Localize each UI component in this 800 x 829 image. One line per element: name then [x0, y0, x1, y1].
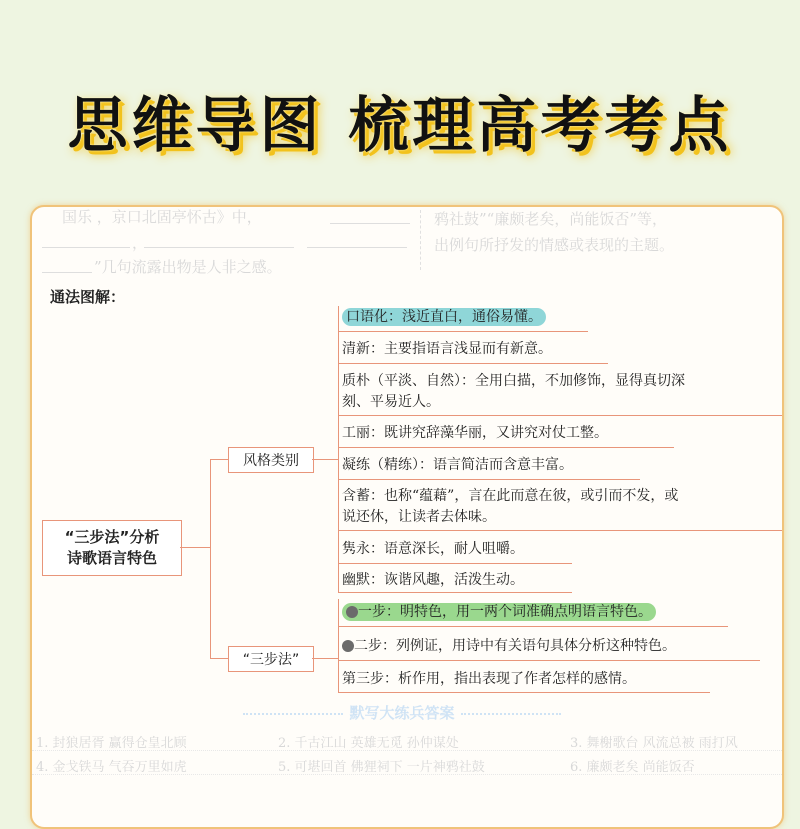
- answer-row-divider: [32, 750, 782, 751]
- blank-line: [307, 247, 407, 248]
- item-underline: [338, 447, 674, 448]
- faded-text-right-1: 鸦社鼓”“廉颇老矣，尚能饭否”等，: [434, 210, 668, 228]
- ink-blot-icon: [342, 640, 354, 652]
- step-prefix: 二步：: [354, 638, 396, 654]
- style-item: 清新：主要指语言浅显而有新意。: [342, 341, 552, 357]
- step-prefix: 第三步：: [342, 671, 398, 687]
- style-item-cont: 刻、平易近人。: [342, 394, 440, 410]
- item-underline: [338, 692, 710, 693]
- item-underline: [338, 479, 640, 480]
- blank-line: [330, 223, 410, 224]
- page-headline: 思维导图 梳理高考考点: [67, 91, 733, 161]
- answer-item: 3. 舞榭歌台 风流总被 雨打风: [570, 736, 738, 751]
- faded-text-left-3: ”几句流露出物是人非之感。: [94, 258, 282, 276]
- answer-item: 1. 封狼居胥 赢得仓皇北顾: [36, 736, 187, 751]
- item-underline: [338, 530, 782, 531]
- connector: [312, 658, 338, 659]
- item-underline: [338, 626, 728, 627]
- faded-text-left-1: 国乐 ，京口北固亭怀古》中，: [62, 208, 262, 226]
- answers-title-text: 默写大练兵答案: [349, 704, 455, 722]
- section-label: 通法图解：: [50, 288, 126, 306]
- item-underline: [338, 363, 608, 364]
- step-item: [342, 669, 782, 690]
- style-item: [342, 307, 782, 328]
- ink-blot-icon: [346, 606, 358, 618]
- style-item: 隽永：语意深长，耐人咀嚼。: [342, 541, 524, 557]
- step-text: 列例证，用诗中有关语句具体分析这种特色。: [396, 638, 676, 654]
- item-underline: [338, 415, 782, 416]
- answers-title: [232, 702, 572, 723]
- answer-item: 2. 千古江山 英雄无觅 孙仲谋处: [278, 736, 459, 751]
- step-item: [342, 636, 782, 657]
- item-underline: [338, 592, 572, 593]
- blank-line: [42, 247, 130, 248]
- answer-item: 6. 廉颇老矣 尚能饭否: [570, 760, 695, 775]
- connector: [312, 459, 338, 460]
- style-item-text: 口语化：浅近直白，通俗易懂。: [342, 308, 546, 326]
- step-item: [342, 602, 782, 623]
- step-text: 析作用，指出表现了作者怎样的感情。: [398, 671, 636, 687]
- step-text: 明特色，用一两个词准确点明语言特色。: [400, 604, 652, 620]
- branch-method-node: “三步法”: [228, 646, 314, 672]
- item-underline: [338, 331, 588, 332]
- step-prefix: 一步：: [358, 604, 400, 620]
- blank-line: [144, 247, 294, 248]
- connector: [180, 547, 210, 548]
- method-bracket: [338, 599, 339, 692]
- content-card: [30, 205, 784, 829]
- root-node: [42, 520, 182, 576]
- style-item: 工丽：既讲究辞藻华丽，又讲究对仗工整。: [342, 425, 608, 441]
- item-underline: [338, 563, 572, 564]
- answer-item: 4. 金戈铁马 气吞万里如虎: [36, 760, 187, 775]
- connector: [210, 459, 211, 658]
- style-item: 幽默：诙谐风趣，活泼生动。: [342, 572, 524, 588]
- faded-text-right-2: 出例句所抒发的情感或表现的主题。: [434, 236, 675, 254]
- style-item-cont: 说还休，让读者去体味。: [342, 509, 496, 525]
- item-underline: [338, 660, 760, 661]
- branch-style-node: 风格类别: [228, 447, 314, 473]
- connector: [210, 658, 228, 659]
- connector: [210, 459, 228, 460]
- faded-text-left-2: ，: [132, 234, 148, 252]
- blank-line: [42, 272, 92, 273]
- answer-row-divider: [32, 774, 782, 775]
- column-divider: [420, 210, 421, 270]
- style-bracket: [338, 306, 339, 592]
- style-item: 质朴（平淡、自然）：全用白描，不加修饰，显得真切深: [342, 373, 685, 389]
- style-item: 含蓄：也称“蕴藉”，言在此而意在彼，或引而不发，或: [342, 488, 679, 504]
- answer-item: 5. 可堪回首 佛狸祠下 一片神鸦社鼓: [278, 760, 485, 775]
- root-line-2: 诗歌语言特色: [66, 549, 157, 567]
- root-line-1: “三步法”分析: [64, 528, 160, 546]
- style-item: 凝练（精练）：语言简洁而含意丰富。: [342, 457, 573, 473]
